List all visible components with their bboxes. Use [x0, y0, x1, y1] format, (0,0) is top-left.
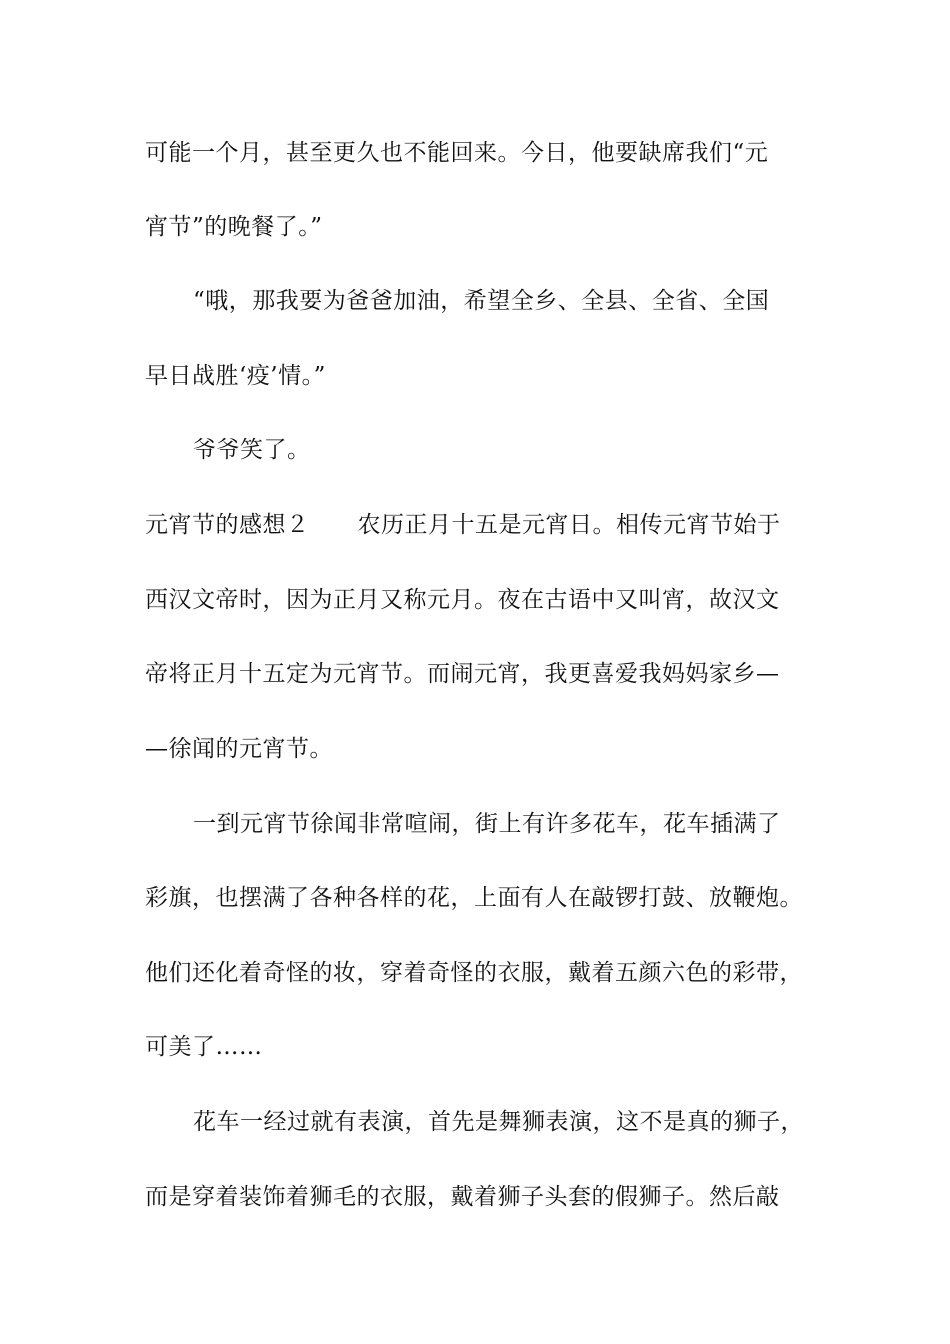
section-title: 元宵节的感想２: [145, 512, 310, 538]
text-line: 一到元宵节徐闻非常喧闹，街上有许多花车，花车插满了: [193, 811, 781, 837]
text-line: —徐闻的元宵节。: [145, 736, 333, 762]
text-line: 爷爷笑了。: [193, 437, 311, 463]
text-line: 帝将正月十五定为元宵节。而闹元宵，我更喜爱我妈妈家乡—: [145, 661, 780, 687]
text-line: 可美了……: [145, 1034, 263, 1060]
text-line: 西汉文帝时，因为正月又称元月。夜在古语中又叫宵，故汉文: [145, 587, 780, 613]
text-line: 他们还化着奇怪的妆，穿着奇怪的衣服，戴着五颜六色的彩带，: [145, 960, 803, 986]
text-line: “哦，那我要为爸爸加油，希望全乡、全县、全省、全国: [193, 288, 770, 314]
text-line: 农历正月十五是元宵日。相传元宵节始于: [357, 512, 781, 538]
text-line: 而是穿着装饰着狮毛的衣服，戴着狮子头套的假狮子。然后敲: [145, 1184, 780, 1210]
text-line: 花车一经过就有表演，首先是舞狮表演，这不是真的狮子，: [193, 1109, 804, 1135]
text-line: 可能一个月，甚至更久也不能回来。今日，他要缺席我们“元: [145, 140, 769, 166]
text-line: 宵节”的晚餐了。”: [145, 214, 323, 240]
section-heading-line: [145, 509, 815, 541]
text-line: 早日战胜‘疫’情。”: [145, 363, 326, 389]
text-line: 彩旗，也摆满了各种各样的花，上面有人在敲锣打鼓、放鞭炮。: [145, 885, 803, 911]
